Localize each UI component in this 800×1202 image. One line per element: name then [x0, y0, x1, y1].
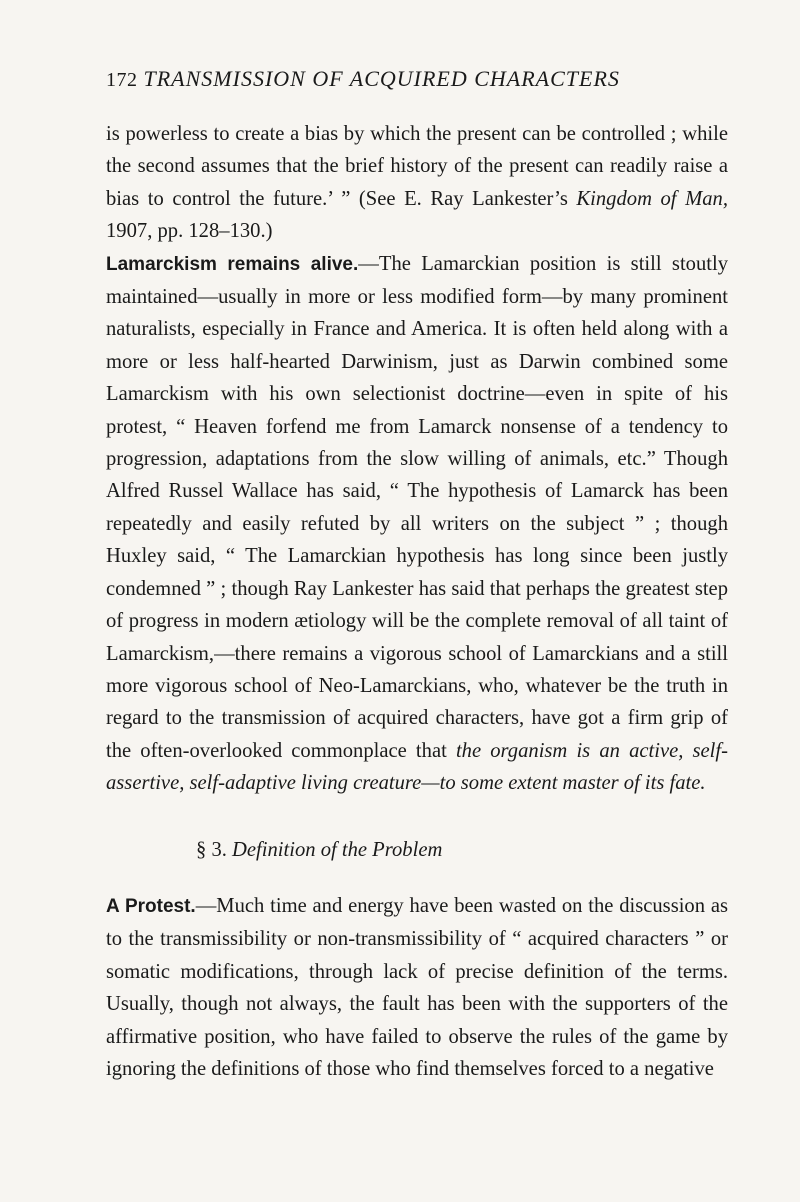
body-text: [106, 118, 728, 1085]
para2-italic: the organism is an active, self-assertive, self-adaptive living creature—to some extent master of its fate.: [106, 739, 728, 795]
section-heading: [106, 834, 728, 866]
paragraph-lamarckism: [106, 248, 728, 800]
paragraph-lead: Lamarckism remains alive.: [106, 253, 359, 275]
paragraph-protest: [106, 890, 728, 1085]
book-title: Kingdom of Man,: [576, 187, 729, 210]
section-number: § 3.: [196, 838, 227, 861]
section-title: Definition of the Problem: [232, 838, 443, 861]
paragraph-continuation: [106, 118, 728, 248]
para1-tail: 1907, pp. 128–130.): [106, 220, 273, 243]
book-page: [106, 66, 728, 1085]
paragraph-lead: A Protest.: [106, 895, 196, 917]
page-number: 172: [106, 69, 138, 91]
para2-text: —The Lamarckian position is still stoutly maintained—usually in more or less modified form—by many prominent naturalists, especially in France and America. It is often held along with a more or less half-hearted Darwinism, just as Darwin combined some Lamarckism with his own selectionist doctrine—even in spite of his protest, “ Heaven forfend me from Lamarck nonsense of a tendency to progression, adaptations from the slow willing of animals, etc.” Though Alfred Russel Wallace has said, “ The hypothesis of Lamarck has been repeatedly and easily refuted by all writers on the subject ” ; though Huxley said, “ The Lamarckian hypothesis has long since been justly condemned ” ; though Ray Lankester has said that perhaps the greatest step of progress in modern ætiology will be the complete removal of all taint of Lamarckism,—there remains a vigorous school of Lamarckians and a still more vigorous school of Neo-Lamarckians, who, whatever be the truth in regard to the transmission of acquired characters, have got a firm grip of the often-overlooked commonplace that: [106, 252, 728, 762]
running-title: TRANSMISSION OF ACQUIRED CHARACTERS: [143, 66, 620, 91]
para1-text: is powerless to create a bias by which the present can be controlled ; while the second assumes that the brief history of the present can readily raise a bias to control the future.’ ” (See E. Ray Lankester’s: [106, 123, 728, 210]
para3-text: —Much time and energy have been wasted on the discussion as to the transmissibility or non-transmissibility of “ acquired characters ” or somatic modifications, through lack of precise definition of the terms. Usually, though not always, the fault has been with the supporters of the affirmative position, who have failed to observe the rules of the game by ignoring the definitions of those who find themselves forced to a negative: [106, 894, 728, 1080]
running-header: [106, 66, 728, 92]
